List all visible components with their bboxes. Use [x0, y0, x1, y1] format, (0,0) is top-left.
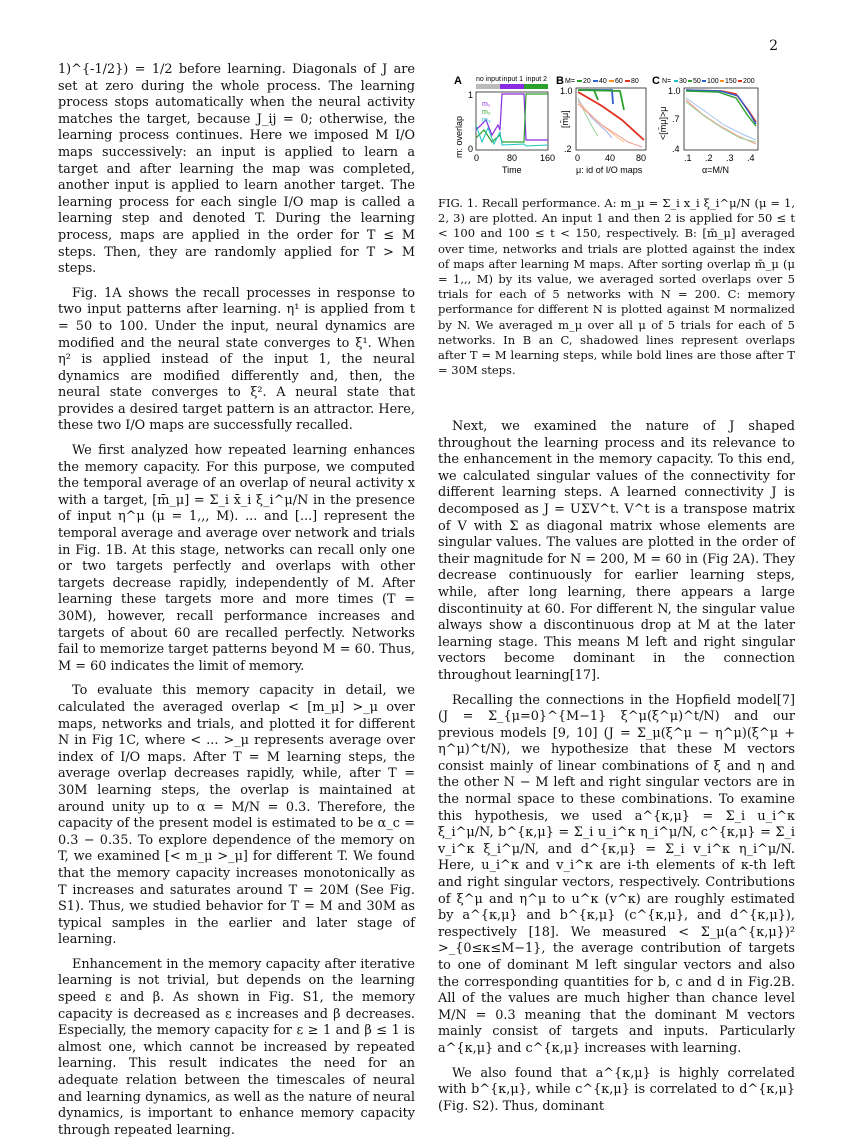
- panel-b-thin-60: [578, 102, 624, 142]
- panel-b-xtick-40: 40: [605, 153, 616, 163]
- left-column: [58, 62, 415, 1147]
- phase-label-input-1: input 1: [502, 76, 524, 83]
- right-column: [438, 419, 795, 1123]
- panel-c-xtick-3: .3: [726, 153, 734, 163]
- paragraph: We first analyzed how repeated learning enhances the memory capacity. For this purpose, we computed the temporal average of an overlap of neural activity x with a target, [m̄_μ] = Σ_i x̄_i ξ_i^μ/N in the presence of input η^μ (μ = 1,,, M). ... and [...] represent the temporal average and average over network and trials in Fig. 1B. At this stage, networks can recall only one or two targets perfectly and overlaps with other targets decrease rapidly, independently of M. After learning these targets more and more times (T = 30M), however, recall performance increases and targets of about 60 are recalled perfectly. Networks fail to memorize target patterns beyond M = 60. Thus, M = 60 indicates the limit of memory.: [58, 443, 415, 674]
- phase-label-no-input: no input: [476, 76, 501, 83]
- panel-c-xtick-4: .4: [747, 153, 755, 163]
- page-number: 2: [769, 38, 778, 54]
- panel-b-xtick-80: 80: [636, 153, 647, 163]
- figure-caption: FIG. 1. Recall performance. A: m_μ = Σ_i x_i ξ_i^μ/N (μ = 1, 2, 3) are plotted. An input 1 and then 2 is applied for 50 ≤ t < 100 and 100 ≤ t < 150, respectively. B: [m̄_μ] averaged over time, networks and trials are plotted against the index of maps after learning M maps. After sorting overlap m̄_μ (μ = 1,,, M) by its value, we averaged sorted overlaps over 5 trials for each of 5 networks with N = 200. C: memory performance for different N is plotted against M normalized by N. We averaged m_μ over all μ of 5 trials for each of 5 networks. In B an C, shadowed lines represent overlaps after T = M learning steps, while bold lines are those after T = 30M steps.: [438, 196, 795, 378]
- figure-1: [452, 70, 797, 185]
- panel-c: [652, 75, 758, 175]
- panel-b: [556, 75, 646, 175]
- phase-bar-no-input: [476, 84, 500, 89]
- panel-c-legend-100: 100: [707, 78, 719, 85]
- panel-c-legend-200: 200: [743, 78, 755, 85]
- panel-a-letter: A: [454, 75, 462, 87]
- panel-c-xlabel: α=M/N: [702, 165, 729, 175]
- panel-a: [454, 75, 555, 175]
- panel-a-xtick-80: 80: [507, 153, 518, 163]
- paragraph: Fig. 1A shows the recall processes in response to two input patterns after learning. η¹ is applied from t = 50 to 100. Under the input, neural dynamics are modified and the neural state converges to ξ¹. When η² is applied instead of the input 1, the neural dynamics are modified differently and, then, the neural state converges to ξ². A neural state that provides a desired target pattern is an attractor. Here, these two I/O maps are successfully recalled.: [58, 285, 415, 434]
- curve-m3: [476, 125, 548, 146]
- panel-b-ytick-2: .2: [564, 144, 572, 154]
- panel-b-legend-60: 60: [615, 78, 623, 85]
- panel-b-legend-prefix: M=: [565, 78, 575, 85]
- panel-c-xtick-1: .1: [684, 153, 692, 163]
- panel-b-xtick-0: 0: [575, 153, 581, 163]
- paragraph: To evaluate this memory capacity in detail, we calculated the averaged overlap < [m_μ] >_μ over maps, networks and trials, and plotted it for different N in Fig 1C, where < ... >_μ represents average over index of I/O maps. After T = M learning steps, the average overlap decreases rapidly, while, after T = 30M learning steps, the overlap is maintained at around unity up to α = M/N = 0.3. Therefore, the capacity of the present model is estimated to be α_c = 0.3 − 0.35. To explore dependence of the memory on T, we examined [< m_μ >_μ] for different T. We found that the memory capacity increases monotonically as T increases and saturates around T = 20M (See Fig. S1). Thus, we studied behavior for T = M and 30M as typical samples in the earlier and later stage of learning.: [58, 683, 415, 948]
- paragraph: 1)^{-1/2}) = 1/2 before learning. Diagonals of J are set at zero during the whole process. The learning process stops automatically when the neural activity matches the target, because J_ij = 0; otherwise, the learning process continues. Here we imposed M I/O maps successively: an input is applied to learn a target and after learning the map was completed, another input is applied to learn another target. The learning process for each single I/O map is called a learning step and denoted T. During the learning process, maps are applied in the order for T ≤ M steps. Then, they are randomly applied for T > M steps.: [58, 62, 415, 277]
- panel-c-legend-150: 150: [725, 78, 737, 85]
- panel-b-legend-20: 20: [583, 78, 591, 85]
- panel-c-legend-prefix: N=: [662, 78, 672, 85]
- paragraph: Next, we examined the nature of J shaped throughout the learning process and its relevance to the enhancement in the memory capacity. To this end, we calculated singular values of the connectivity for different learning steps. A learned connectivity J is decomposed as J = UΣV^t. V^t is a transpose matrix of V with Σ as diagonal matrix whose elements are singular values. The values are plotted in the order of their magnitude for N = 200, M = 60 in (Fig 2A). They decrease continuously for earlier learning steps, while, after long learning, there appears a large discontinuity at 60. For different N, the singular value always show a discontinuous drop at M at the later learning stage. This means M left and right singular vectors become dominant in the connection throughout learning[17].: [438, 419, 795, 683]
- curve-label-m2: m₂: [482, 109, 491, 116]
- phase-label-input-2: input 2: [526, 76, 548, 83]
- panel-b-bold-60: [578, 90, 624, 110]
- panel-b-legend-40: 40: [599, 78, 607, 85]
- panel-a-xlabel: Time: [502, 165, 522, 175]
- panel-b-thin-80: [578, 104, 642, 147]
- panel-c-legend-30: 30: [679, 78, 687, 85]
- panel-c-ytick-07: .7: [672, 114, 680, 124]
- panel-b-ytick-1: 1.0: [560, 86, 573, 96]
- paragraph: We also found that a^{κ,μ} is highly correlated with b^{κ,μ}, while c^{κ,μ} is correlated to d^{κ,μ} (Fig. S2). Thus, dominant: [438, 1065, 795, 1114]
- panel-c-ytick-04: .4: [672, 144, 680, 154]
- panel-a-ytick-0: 0: [468, 144, 474, 154]
- panel-b-ylabel: [m̄μ]: [560, 110, 570, 128]
- paragraph: Enhancement in the memory capacity after iterative learning is not trivial, but depends on the learning speed ε and β. As shown in Fig. S1, the memory capacity is decreased as ε increases and β decreases. Especially, the memory capacity for ε ≥ 1 and β ≤ 1 is almost one, which cannot be increased by repeated learning. This result indicates the need for an adequate relation between the timescales of neural and learning dynamics, as well as the nature of neural dynamics, is important to enhance memory capacity through repeated learning.: [58, 956, 415, 1138]
- paragraph: Recalling the connections in the Hopfield model[7] (J = Σ_{μ=0}^{M−1} ξ^μ(ξ^μ)^t/N) and our previous models [9, 10] (J = Σ_μ(ξ^μ − η^μ)(ξ^μ + η^μ)^t/N), we hypothesize that these M vectors consist mainly of linear combinations of ξ and η and the other N − M left and right singular vectors are in the normal space to these combinations. To examine this hypothesis, we used a^{κ,μ} = Σ_i u_i^κ ξ_i^μ/N, b^{κ,μ} = Σ_i u_i^κ η_i^μ/N, c^{κ,μ} = Σ_i v_i^κ ξ_i^μ/N, and d^{κ,μ} = Σ_i v_i^κ η_i^μ/N. Here, u_i^κ and v_i^κ are i-th elements of κ-th left and right singular vectors, respectively. Contributions of ξ^μ and η^μ to u^κ (v^κ) are roughly estimated by a^{κ,μ} and b^{κ,μ} (c^{κ,μ}, and d^{κ,μ}), respectively [18]. We measured < Σ_μ(a^{κ,μ})² >_{0≤κ≤M−1}, the average contribution of targets to one of dominant M left singular vectors and also the corresponding quantities for b, c and d in Fig.2B. All of the values are much higher than chance level M/N = 0.3 meaning that the dominant M vectors mainly consist of targets and inputs. Particularly a^{κ,μ} and c^{κ,μ} increases with learning.: [438, 692, 795, 1056]
- panel-c-xtick-2: .2: [705, 153, 713, 163]
- curve-label-m3: m₃: [482, 117, 491, 124]
- panel-c-ytick-1: 1.0: [668, 86, 681, 96]
- panel-a-ytick-1: 1: [468, 90, 474, 100]
- panel-c-ylabel: <[m̄μ]>μ: [658, 106, 668, 140]
- panel-b-xlabel: μ: id of I/O maps: [576, 165, 643, 175]
- panel-c-letter: C: [652, 75, 660, 87]
- panel-a-ylabel: m: overlap: [454, 115, 464, 158]
- panel-b-letter: B: [556, 75, 564, 87]
- panel-c-axes: [684, 88, 758, 150]
- phase-bar-input-2: [524, 84, 548, 89]
- panel-a-xtick-0: 0: [474, 153, 480, 163]
- phase-bar-input-1: [500, 84, 524, 89]
- curve-label-m1: m₁: [482, 101, 491, 108]
- panel-a-xtick-160: 160: [540, 153, 556, 163]
- panel-b-legend-80: 80: [631, 78, 639, 85]
- panel-c-legend-50: 50: [693, 78, 701, 85]
